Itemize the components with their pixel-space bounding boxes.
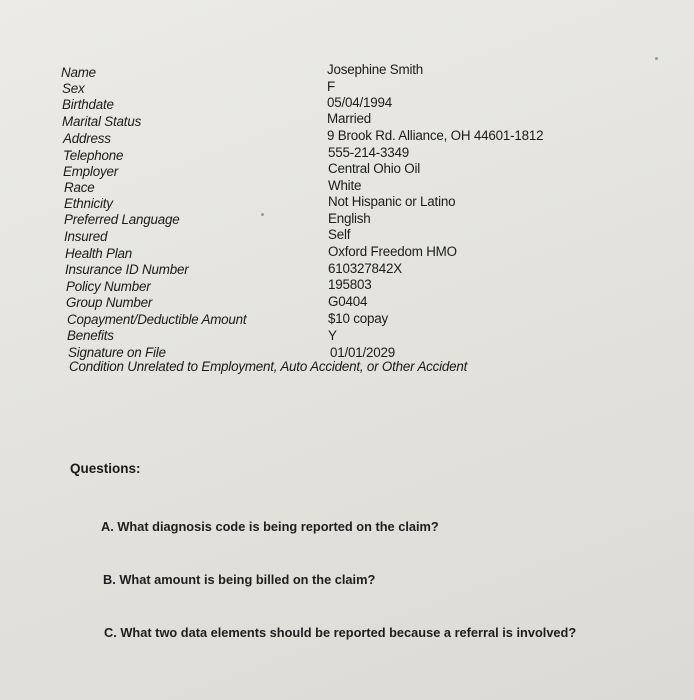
label-insured: Insured [64, 229, 108, 244]
value-race: White [328, 178, 362, 193]
label-birthdate: Birthdate [62, 97, 114, 112]
label-name: Name [61, 65, 96, 80]
value-insured: Self [328, 227, 351, 242]
value-telephone: 555-214-3349 [328, 145, 409, 160]
label-copay: Copayment/Deductible Amount [67, 312, 247, 327]
label-signature: Signature on File [68, 345, 166, 360]
label-group-number: Group Number [66, 295, 153, 310]
label-marital-status: Marital Status [62, 114, 142, 129]
questions-heading: Questions: [70, 461, 141, 476]
label-preferred-language: Preferred Language [64, 212, 180, 227]
value-group-number: G0404 [328, 294, 368, 309]
paper-smudge [655, 57, 658, 60]
value-ethnicity: Not Hispanic or Latino [328, 194, 456, 209]
value-preferred-language: English [328, 211, 371, 226]
label-insurance-id: Insurance ID Number [65, 262, 189, 277]
question-b: B. What amount is being billed on the claim? [103, 572, 376, 587]
value-name: Josephine Smith [327, 62, 423, 77]
label-address: Address [63, 131, 111, 146]
label-policy-number: Policy Number [66, 279, 151, 294]
condition-note: Condition Unrelated to Employment, Auto Accident, or Other Accident [69, 359, 468, 374]
value-sex: F [327, 79, 335, 94]
value-birthdate: 05/04/1994 [327, 95, 393, 110]
paper-smudge [261, 213, 264, 216]
label-sex: Sex [62, 81, 85, 96]
value-insurance-id: 610327842X [328, 261, 402, 276]
value-copay: $10 copay [328, 311, 388, 326]
value-benefits: Y [328, 328, 337, 343]
value-employer: Central Ohio Oil [328, 161, 421, 176]
value-address: 9 Brook Rd. Alliance, OH 44601-1812 [327, 128, 544, 143]
value-signature: 01/01/2029 [330, 345, 396, 360]
value-policy-number: 195803 [328, 277, 372, 292]
value-marital-status: Married [327, 111, 371, 126]
question-a: A. What diagnosis code is being reported on the claim? [101, 519, 439, 534]
label-health-plan: Health Plan [65, 246, 133, 261]
label-employer: Employer [63, 164, 118, 179]
label-race: Race [64, 180, 95, 195]
label-ethnicity: Ethnicity [64, 196, 113, 211]
question-c: C. What two data elements should be reported because a referral is involved? [104, 625, 577, 640]
label-benefits: Benefits [67, 328, 114, 343]
label-telephone: Telephone [63, 148, 124, 163]
value-health-plan: Oxford Freedom HMO [328, 244, 457, 259]
